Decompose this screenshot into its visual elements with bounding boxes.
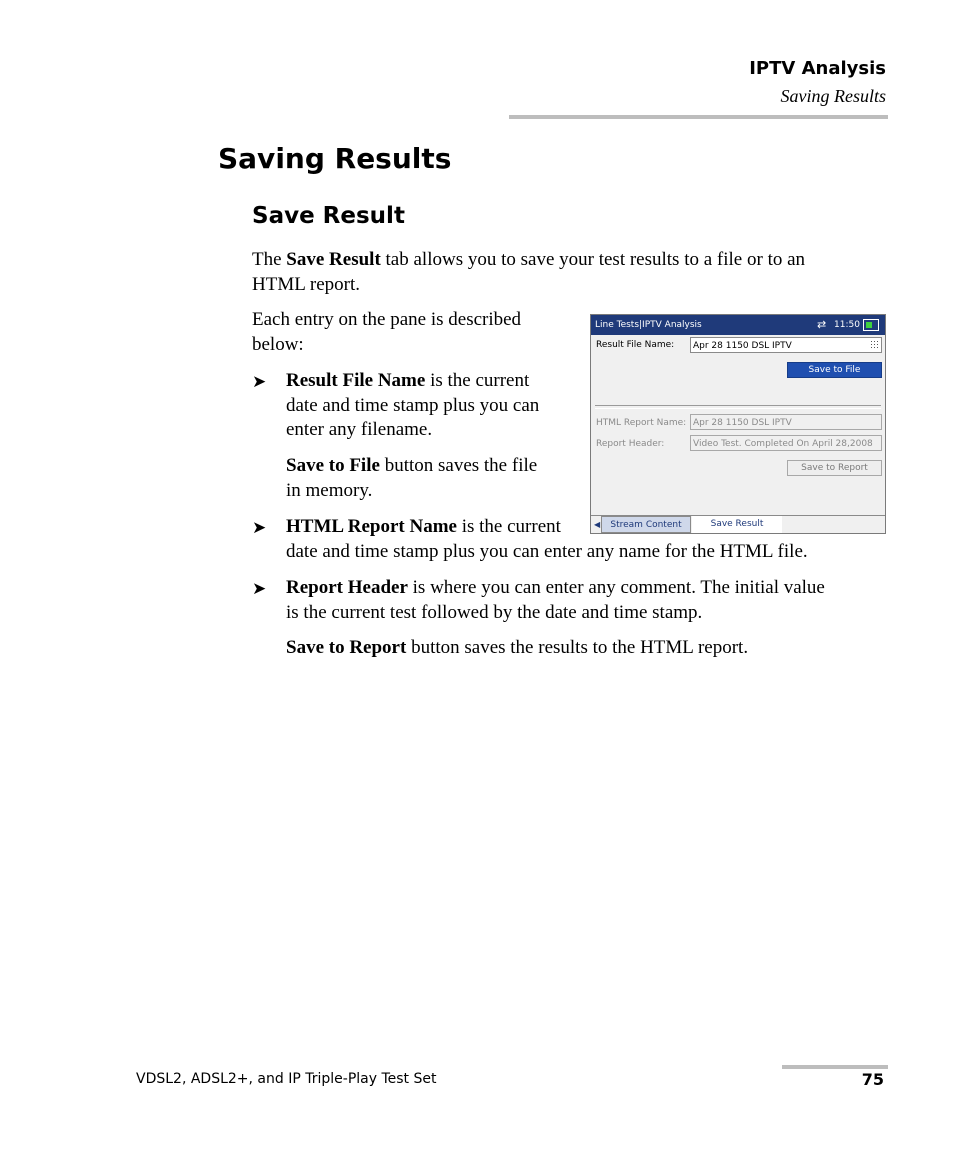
list-item-text: enter any filename. xyxy=(286,419,433,440)
save-to-report-note xyxy=(286,636,748,661)
list-item-text: is where you can enter any comment. The initial value xyxy=(407,577,825,598)
intro-paragraph xyxy=(252,248,892,297)
intro-bold-term: Save Result xyxy=(286,249,381,270)
footer-divider xyxy=(782,1065,888,1069)
device-title-bar xyxy=(591,315,885,335)
running-header-chapter: IPTV Analysis xyxy=(749,58,886,79)
note-text: button saves the file xyxy=(379,455,538,476)
list-item-text: date and time stamp plus you can enter any name for the HTML file. xyxy=(286,540,808,562)
save-to-file-note xyxy=(286,454,537,503)
result-file-name-value: Apr 28 1150 DSL IPTV xyxy=(693,341,792,351)
list-item-text: is the current xyxy=(456,516,561,537)
each-entry-paragraph xyxy=(252,308,521,357)
intro-text-line2: HTML report. xyxy=(252,273,360,295)
bullet-arrow-icon: ➤ xyxy=(252,579,267,599)
report-header-input[interactable]: Video Test. Completed On April 28,2008 xyxy=(690,435,882,451)
list-item-report-header xyxy=(286,576,825,625)
report-header-label: Report Header: xyxy=(596,439,665,449)
html-report-name-input[interactable]: Apr 28 1150 DSL IPTV xyxy=(690,414,882,430)
term-save-to-file: Save to File xyxy=(286,455,380,476)
page-title: Saving Results xyxy=(218,142,452,175)
sync-arrows-icon[interactable]: ⇄ xyxy=(817,318,827,331)
device-tab-bar xyxy=(591,515,885,534)
tab-stream-content[interactable]: Stream Content xyxy=(601,516,691,533)
term-result-file-name: Result File Name xyxy=(286,370,426,391)
each-entry-line1: Each entry on the pane is described xyxy=(252,309,522,330)
device-screenshot xyxy=(590,314,886,534)
intro-text-post: tab allows you to save your test results to a file or to an xyxy=(380,249,806,270)
note-text: button saves the results to the HTML report. xyxy=(406,637,749,658)
header-divider xyxy=(509,115,888,119)
list-item-text: is the current xyxy=(425,370,530,391)
term-report-header: Report Header xyxy=(286,577,408,598)
running-header-section: Saving Results xyxy=(780,86,886,106)
save-to-report-button[interactable]: Save to Report xyxy=(787,460,882,476)
result-file-name-input[interactable] xyxy=(690,337,882,353)
bullet-arrow-icon: ➤ xyxy=(252,372,267,392)
term-save-to-report: Save to Report xyxy=(286,637,407,658)
term-html-report-name: HTML Report Name xyxy=(286,516,457,537)
tab-scroll-left-icon[interactable]: ◀ xyxy=(594,520,601,529)
note-text: in memory. xyxy=(286,479,373,501)
save-to-file-button[interactable]: Save to File xyxy=(787,362,882,378)
result-file-name-label: Result File Name: xyxy=(596,340,675,350)
device-divider xyxy=(595,405,881,409)
tab-save-result[interactable]: Save Result xyxy=(692,516,782,533)
bullet-arrow-icon: ➤ xyxy=(252,518,267,538)
intro-text-pre: The xyxy=(252,249,287,270)
device-clock: 11:50 xyxy=(834,320,860,330)
battery-icon xyxy=(863,319,879,331)
list-item-text: is the current test followed by the date and time stamp. xyxy=(286,601,703,623)
section-title: Save Result xyxy=(252,203,405,229)
list-item-result-file-name xyxy=(286,369,539,443)
html-report-name-label: HTML Report Name: xyxy=(596,418,687,428)
footer-product-name: VDSL2, ADSL2+, and IP Triple-Play Test Set xyxy=(136,1071,437,1087)
each-entry-line2: below: xyxy=(252,333,304,355)
list-item-text: date and time stamp plus you can xyxy=(286,394,540,416)
page-number: 75 xyxy=(861,1070,884,1089)
device-title: Line Tests|IPTV Analysis xyxy=(595,320,702,330)
keyboard-icon[interactable] xyxy=(870,340,878,350)
